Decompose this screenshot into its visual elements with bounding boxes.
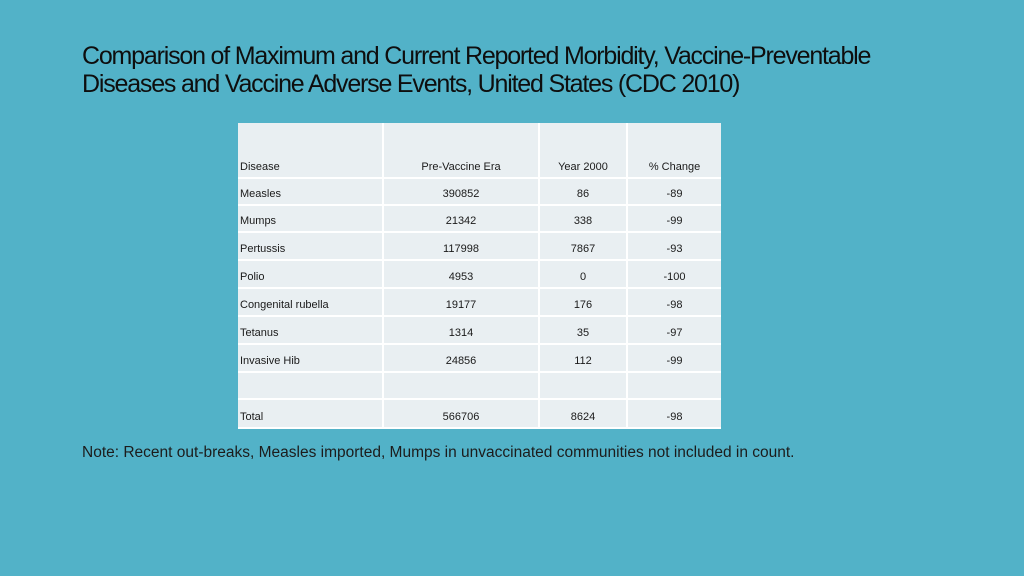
total-label: Total <box>238 399 383 428</box>
morbidity-table-container <box>238 123 721 423</box>
table-row <box>238 232 721 260</box>
cell-percent-change: -99 <box>627 344 721 372</box>
cell-year-2000: 338 <box>539 205 627 232</box>
cell-year-2000: 86 <box>539 178 627 205</box>
cell-year-2000: 112 <box>539 344 627 372</box>
footnote: Note: Recent out-breaks, Measles imported, Mumps in unvaccinated communities not included in count. <box>82 444 795 461</box>
cell-disease: Tetanus <box>238 316 383 344</box>
table-blank-row <box>238 372 721 399</box>
slide-title-line-2: Diseases and Vaccine Adverse Events, United States (CDC 2010) <box>82 70 740 98</box>
cell-year-2000: 35 <box>539 316 627 344</box>
morbidity-table <box>238 123 721 429</box>
cell-year-2000: 7867 <box>539 232 627 260</box>
table-row <box>238 288 721 316</box>
cell-percent-change: -98 <box>627 288 721 316</box>
cell-pre-vaccine: 19177 <box>383 288 539 316</box>
cell-pre-vaccine: 21342 <box>383 205 539 232</box>
cell-year-2000: 176 <box>539 288 627 316</box>
cell-percent-change: -89 <box>627 178 721 205</box>
cell-pre-vaccine: 1314 <box>383 316 539 344</box>
empty-cell <box>383 372 539 399</box>
table-row <box>238 344 721 372</box>
cell-pre-vaccine: 4953 <box>383 260 539 288</box>
header-disease: Disease <box>238 123 383 178</box>
slide-title-line-1: Comparison of Maximum and Current Reported Morbidity, Vaccine-Preventable <box>82 42 871 70</box>
total-year-2000: 8624 <box>539 399 627 428</box>
table-row <box>238 316 721 344</box>
table-header-row <box>238 123 721 178</box>
table-row <box>238 260 721 288</box>
cell-disease: Polio <box>238 260 383 288</box>
cell-disease: Congenital rubella <box>238 288 383 316</box>
table-row <box>238 178 721 205</box>
empty-cell <box>627 372 721 399</box>
table-total-row <box>238 399 721 428</box>
cell-disease: Measles <box>238 178 383 205</box>
total-pre-vaccine: 566706 <box>383 399 539 428</box>
cell-pre-vaccine: 117998 <box>383 232 539 260</box>
cell-percent-change: -100 <box>627 260 721 288</box>
slide-title <box>82 42 962 98</box>
cell-disease: Invasive Hib <box>238 344 383 372</box>
empty-cell <box>238 372 383 399</box>
cell-percent-change: -97 <box>627 316 721 344</box>
empty-cell <box>539 372 627 399</box>
cell-percent-change: -93 <box>627 232 721 260</box>
cell-percent-change: -99 <box>627 205 721 232</box>
total-percent-change: -98 <box>627 399 721 428</box>
cell-pre-vaccine: 390852 <box>383 178 539 205</box>
cell-disease: Mumps <box>238 205 383 232</box>
header-year-2000: Year 2000 <box>539 123 627 178</box>
header-percent-change: % Change <box>627 123 721 178</box>
cell-pre-vaccine: 24856 <box>383 344 539 372</box>
cell-disease: Pertussis <box>238 232 383 260</box>
table-row <box>238 205 721 232</box>
header-pre-vaccine-era: Pre-Vaccine Era <box>383 123 539 178</box>
cell-year-2000: 0 <box>539 260 627 288</box>
